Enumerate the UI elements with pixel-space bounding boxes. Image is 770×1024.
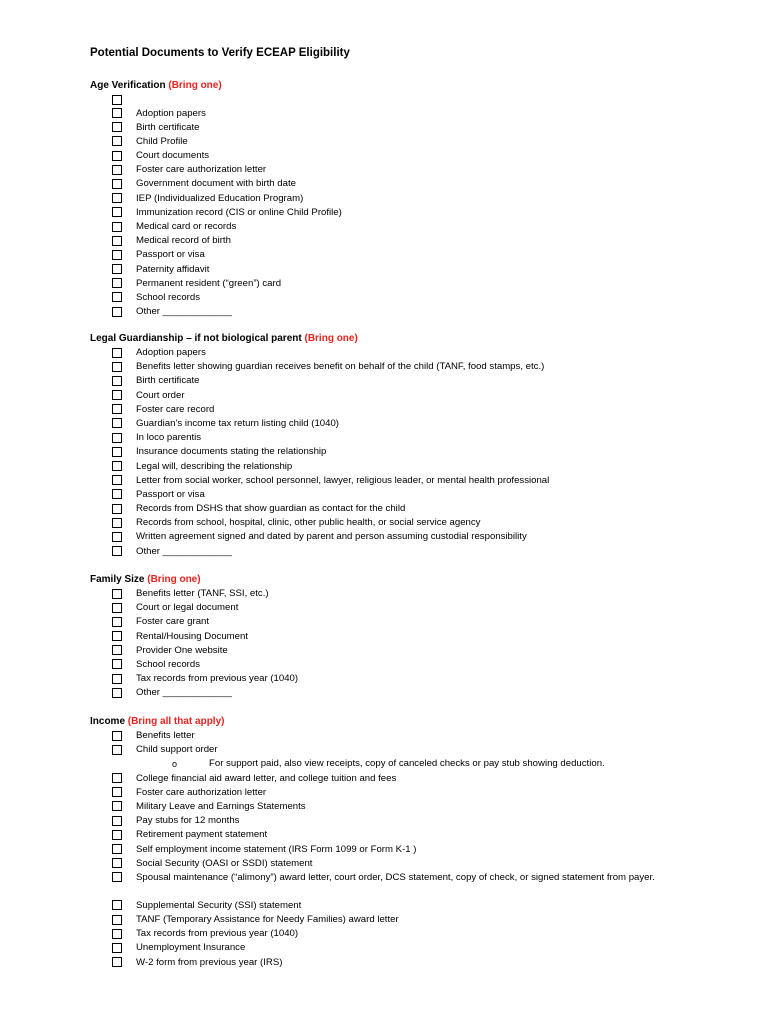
checklist-item[interactable] xyxy=(90,843,730,857)
checklist-item[interactable] xyxy=(90,403,730,417)
checklist-item-label: Pay stubs for 12 months xyxy=(136,815,240,827)
checkbox[interactable] xyxy=(112,816,122,826)
checklist xyxy=(90,346,730,559)
section-heading xyxy=(90,573,730,587)
checklist xyxy=(90,93,730,319)
checkbox[interactable] xyxy=(112,108,122,118)
checklist-item[interactable] xyxy=(90,149,730,163)
checklist-item-label: TANF (Temporary Assistance for Needy Families) award letter xyxy=(136,914,399,926)
checklist-item[interactable] xyxy=(90,431,730,445)
checkbox[interactable] xyxy=(112,957,122,967)
checklist-item[interactable] xyxy=(90,291,730,305)
checklist-item[interactable] xyxy=(90,672,730,686)
checklist-item-label: Benefits letter xyxy=(136,730,195,741)
checkbox[interactable] xyxy=(112,475,122,485)
checklist-item-label: Child support order xyxy=(136,744,218,756)
checklist-item[interactable] xyxy=(90,658,730,672)
checklist-item-label: Paternity affidavit xyxy=(136,263,210,275)
section-heading-label: Income xyxy=(90,716,126,727)
checklist-item[interactable] xyxy=(90,360,730,374)
checkbox[interactable] xyxy=(112,731,122,741)
checkbox[interactable] xyxy=(112,589,122,599)
checklist-item[interactable] xyxy=(90,135,730,149)
checkbox[interactable] xyxy=(112,418,122,428)
checkbox[interactable] xyxy=(112,659,122,669)
checklist-item-label: Military Leave and Earnings Statements xyxy=(136,800,306,812)
document-title: Potential Documents to Verify ECEAP Eligibility xyxy=(90,47,350,59)
section-heading-emphasis: (Bring one) xyxy=(304,333,358,344)
checkbox[interactable] xyxy=(112,745,122,755)
checklist-item-label: Provider One website xyxy=(136,644,228,656)
checkbox[interactable] xyxy=(112,250,122,260)
checklist-item-label: School records xyxy=(136,291,200,303)
checkbox[interactable] xyxy=(112,489,122,499)
checklist-item[interactable] xyxy=(90,545,730,559)
checklist-item[interactable] xyxy=(90,220,730,234)
checklist-item-label: Records from school, hospital, clinic, other public health, or social service agency xyxy=(136,517,481,529)
checkbox[interactable] xyxy=(112,518,122,528)
checklist-item[interactable] xyxy=(90,107,730,121)
section-heading-label: Family Size xyxy=(90,574,145,585)
checklist-item[interactable] xyxy=(90,941,730,955)
checkbox[interactable] xyxy=(112,546,122,556)
checklist-item[interactable] xyxy=(90,234,730,248)
checklist-item[interactable] xyxy=(90,445,730,459)
checklist-item-label: Benefits letter (TANF, SSI, etc.) xyxy=(136,588,269,599)
checklist-item[interactable] xyxy=(90,644,730,658)
checkbox[interactable] xyxy=(112,617,122,627)
checkbox[interactable] xyxy=(112,376,122,386)
checklist-item-label: Rental/Housing Document xyxy=(136,630,248,642)
checkbox[interactable] xyxy=(112,264,122,274)
checklist-item-label: Tax records from previous year (1040) xyxy=(136,928,299,940)
checklist-item-label: Foster care authorization letter xyxy=(136,786,267,798)
checklist-item-label: Medical card or records xyxy=(136,221,237,232)
checkbox[interactable] xyxy=(112,292,122,302)
checkbox[interactable] xyxy=(112,165,122,175)
section-heading-emphasis: (Bring all that apply) xyxy=(127,716,225,727)
checklist-item-label: Permanent resident (“green”) card xyxy=(136,277,282,289)
checklist-item-label: Benefits letter showing guardian receives benefit on behalf of the child (TANF, food stamps, etc.) xyxy=(136,361,545,373)
checklist-item[interactable] xyxy=(90,899,730,913)
checklist-item[interactable] xyxy=(90,530,730,544)
checkbox[interactable] xyxy=(112,787,122,797)
checkbox[interactable] xyxy=(112,151,122,161)
checklist-item[interactable] xyxy=(90,248,730,262)
checkbox[interactable] xyxy=(112,362,122,372)
checklist-item[interactable] xyxy=(90,743,730,757)
checkbox[interactable] xyxy=(112,830,122,840)
checkbox[interactable] xyxy=(112,801,122,811)
checklist-item[interactable] xyxy=(90,305,730,319)
checklist-item-label: Social Security (OASI or SSDI) statement xyxy=(136,857,313,869)
section-age-verification xyxy=(90,79,730,319)
checklist-item-label: Tax records from previous year (1040) xyxy=(136,673,299,685)
checklist-item[interactable] xyxy=(90,786,730,800)
checkbox[interactable] xyxy=(112,504,122,514)
checklist-item-label: Immunization record (CIS or online Child Profile) xyxy=(136,206,342,218)
sub-note-text: For support paid, also view receipts, copy of canceled checks or pay stub showing deduction. xyxy=(209,758,605,770)
section-heading-label: Legal Guardianship – if not biological parent xyxy=(90,333,302,344)
checklist-item-label: Court or legal document xyxy=(136,602,239,614)
checklist xyxy=(90,587,730,701)
checkbox[interactable] xyxy=(112,236,122,246)
checklist-item[interactable] xyxy=(90,913,730,927)
checklist-item[interactable] xyxy=(90,857,730,871)
checkbox[interactable] xyxy=(112,688,122,698)
checklist-item[interactable] xyxy=(90,374,730,388)
checkbox[interactable] xyxy=(112,179,122,189)
checklist-item-label: Written agreement signed and dated by parent and person assuming custodial responsibility xyxy=(136,531,527,543)
checklist-item[interactable] xyxy=(90,502,730,516)
checklist-item[interactable] xyxy=(90,956,730,970)
checklist-item-label: Self employment income statement (IRS Form 1099 or Form K-1 ) xyxy=(136,843,417,855)
checklist-item-label: Letter from social worker, school personnel, lawyer, religious leader, or mental health professional xyxy=(136,474,550,486)
checklist-item-label: In loco parentis xyxy=(136,432,202,444)
checklist-item[interactable] xyxy=(90,686,730,700)
checkbox[interactable] xyxy=(112,674,122,684)
checklist-item-label: IEP (Individualized Education Program) xyxy=(136,192,304,204)
checkbox[interactable] xyxy=(112,390,122,400)
section-heading xyxy=(90,79,730,93)
checkbox[interactable] xyxy=(112,461,122,471)
checklist-item[interactable] xyxy=(90,346,730,360)
checkbox[interactable] xyxy=(112,433,122,443)
checklist xyxy=(90,729,730,970)
checklist-item[interactable] xyxy=(90,417,730,431)
checklist-item[interactable] xyxy=(90,263,730,277)
checklist-item-label: Foster care authorization letter xyxy=(136,164,267,176)
checkbox[interactable] xyxy=(112,872,122,882)
checklist-item-label: W-2 form from previous year (IRS) xyxy=(136,956,283,968)
checklist-item-label: Government document with birth date xyxy=(136,178,296,190)
checklist-item-label: Guardian’s income tax return listing child (1040) xyxy=(136,417,339,429)
checkbox[interactable] xyxy=(112,348,122,358)
checkbox[interactable] xyxy=(112,900,122,910)
checkbox[interactable] xyxy=(112,207,122,217)
checklist-item-label: Adoption papers xyxy=(136,107,206,119)
checkbox[interactable] xyxy=(112,136,122,146)
checkbox[interactable] xyxy=(112,773,122,783)
checklist-item-label: Retirement payment statement xyxy=(136,829,268,841)
checklist-item-label: College financial aid award letter, and college tuition and fees xyxy=(136,772,397,784)
checkbox[interactable] xyxy=(112,645,122,655)
checklist-item[interactable] xyxy=(90,192,730,206)
checklist-item-label: Records from DSHS that show guardian as contact for the child xyxy=(136,503,406,515)
checklist-sub-note xyxy=(90,757,730,771)
checkbox[interactable] xyxy=(112,122,122,132)
checkbox[interactable] xyxy=(112,929,122,939)
checklist-item-label: Insurance documents stating the relationship xyxy=(136,446,327,458)
checklist-item-label: Birth certificate xyxy=(136,375,200,387)
checklist-item-label: Birth certificate xyxy=(136,121,200,133)
checklist-item[interactable] xyxy=(90,630,730,644)
section-heading xyxy=(90,332,730,346)
checkbox[interactable] xyxy=(112,631,122,641)
checklist-item[interactable] xyxy=(90,389,730,403)
checkbox[interactable] xyxy=(112,603,122,613)
checklist-item[interactable] xyxy=(90,177,730,191)
checklist-item[interactable] xyxy=(90,871,730,899)
checklist-item[interactable] xyxy=(90,277,730,291)
checklist-item[interactable] xyxy=(90,729,730,743)
checklist-item-label: Other _____________ xyxy=(136,306,233,318)
circle-bullet-icon: o xyxy=(172,759,178,770)
checklist-item[interactable] xyxy=(90,121,730,135)
checklist-item-blank[interactable] xyxy=(90,93,730,107)
checkbox[interactable] xyxy=(112,858,122,868)
checkbox[interactable] xyxy=(112,193,122,203)
checklist-item[interactable] xyxy=(90,206,730,220)
checkbox[interactable] xyxy=(112,222,122,232)
checklist-item-label: Court documents xyxy=(136,150,210,162)
checkbox[interactable] xyxy=(112,532,122,542)
checkbox[interactable] xyxy=(112,307,122,317)
checkbox[interactable] xyxy=(112,447,122,457)
checklist-item[interactable] xyxy=(90,615,730,629)
checklist-item-label: Other _____________ xyxy=(136,545,233,557)
checklist-item-label: Medical record of birth xyxy=(136,235,231,247)
checklist-item[interactable] xyxy=(90,488,730,502)
section-heading-label: Age Verification xyxy=(90,80,166,91)
section-family-size xyxy=(90,573,730,701)
section-heading-emphasis: (Bring one) xyxy=(168,80,222,91)
checklist-item[interactable] xyxy=(90,474,730,488)
checklist-item-label: Child Profile xyxy=(136,135,188,147)
checklist-item[interactable] xyxy=(90,163,730,177)
checklist-item-label: School records xyxy=(136,658,200,670)
section-income xyxy=(90,715,730,970)
checklist-item-label: Passport or visa xyxy=(136,249,205,261)
checklist-item-label: Spousal maintenance (“alimony”) award letter, court order, DCS statement, copy of check, or signed statement from payer. xyxy=(136,871,655,883)
checkbox[interactable] xyxy=(112,95,122,105)
checkbox[interactable] xyxy=(112,943,122,953)
checklist-item[interactable] xyxy=(90,516,730,530)
checklist-item[interactable] xyxy=(90,772,730,786)
checkbox[interactable] xyxy=(112,278,122,288)
checklist-item[interactable] xyxy=(90,814,730,828)
checklist-item-label: Foster care record xyxy=(136,403,215,415)
checklist-item[interactable] xyxy=(90,460,730,474)
checklist-item[interactable] xyxy=(90,927,730,941)
checklist-item-label: Unemployment Insurance xyxy=(136,942,246,954)
checklist-item-label: Foster care grant xyxy=(136,616,210,628)
section-heading xyxy=(90,715,730,729)
checklist-item-label: Other _____________ xyxy=(136,687,233,699)
checkbox[interactable] xyxy=(112,915,122,925)
checklist-item[interactable] xyxy=(90,800,730,814)
checklist-item-label: Supplemental Security (SSI) statement xyxy=(136,899,302,911)
section-legal-guardianship xyxy=(90,332,730,559)
checkbox[interactable] xyxy=(112,844,122,854)
section-heading-emphasis: (Bring one) xyxy=(147,574,201,585)
checklist-item-label: Adoption papers xyxy=(136,347,206,358)
checklist-item-label: Legal will, describing the relationship xyxy=(136,460,293,472)
checklist-item[interactable] xyxy=(90,828,730,842)
checklist-item[interactable] xyxy=(90,601,730,615)
checklist-item-label: Court order xyxy=(136,389,185,401)
checklist-item-label: Passport or visa xyxy=(136,488,205,500)
checkbox[interactable] xyxy=(112,404,122,414)
checklist-item[interactable] xyxy=(90,587,730,601)
